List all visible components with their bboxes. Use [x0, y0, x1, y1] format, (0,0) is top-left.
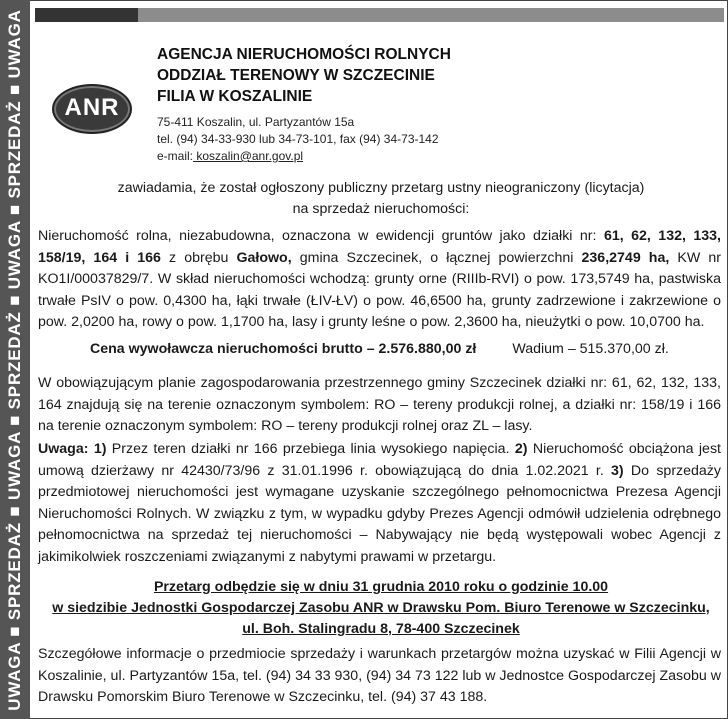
top-bar-dark	[35, 8, 138, 22]
anr-logo	[52, 84, 132, 134]
total-area: 236,2749 ha,	[581, 249, 670, 266]
address: 75-411 Koszalin, ul. Partyzantów 15a	[157, 115, 355, 129]
intro-line-2: na sprzedaż nieruchomości:	[292, 201, 470, 217]
plot-numbers: 61, 62, 132, 133, 158/19, 164 i 166	[38, 228, 721, 266]
email-label: e-mail:	[157, 149, 194, 163]
phones: tel. (94) 34-33-930 lub 34-73-101, fax (94) 34-73-142	[157, 132, 439, 146]
email-line	[157, 148, 439, 165]
further-information: Szczegółowe informacje o przedmiocie sprzedaży i warunkach przetargów można uzyskać w Filii Agencji w Koszalinie, ul. Partyzantów 15a, tel. (94) 34 33 930, (94) 34 73 122 lub w Jednostce Gospodarczej Zasobu w Drawsku Pomorskim Biuro Terenowe w Szczecinku, tel. (94) 37 43 188.	[38, 646, 721, 705]
intro-line-1: zawiadamia, że został ogłoszony publiczny przetarg ustny nieograniczony (licytacja)	[117, 180, 645, 196]
place-name: Gałowo,	[236, 249, 292, 266]
notes	[38, 439, 721, 568]
starting-price: Cena wywoławcza nieruchomości brutto – 2.576.880,00 zł	[90, 341, 477, 357]
auction-date: Przetarg odbędzie się w dniu 31 grudnia 2010 roku o godzinie 10.00	[153, 579, 609, 595]
notes-label: Uwaga:	[38, 441, 89, 457]
zoning-plan: W obowiązującym planie zagospodarowania przestrzennego gminy Szczecinek działki nr: 61, 62, 132, 133, 164 znajdują się na terenie oznaczonym symbolem: RO – tereny produkcji rolnej, a działki nr: 158/19 i 166 na terenie oznaczonym symbolem: RO – tereny produkcji rolnej oraz ZL – lasy.	[38, 375, 721, 434]
announcement-intro	[36, 178, 726, 220]
auction-address: ul. Boh. Stalingradu 8, 78-400 Szczecinek	[242, 621, 520, 637]
contact-block	[157, 114, 439, 165]
note-number: 1)	[93, 441, 107, 457]
desc-text: gmina Szczecinek, o łącznej powierzchni	[291, 249, 582, 266]
desc-text: KW nr KO1I/00037829/7. W skład nieruchomości wchodzą: grunty orne (RIIIb-RVI) o pow. 173,5749 ha, pastwiska trwałe PsIV o pow. 0,4300 ha, łąki trwałe (ŁIV-ŁV) o pow. 46,6500 ha, grunty zadrzewione i zakrzewione o pow. 2,0200 ha, rowy o pow. 1,1700 ha, lasy i grunty leśne o pow. 2,3600 ha, nieużytki o pow. 10,0700 ha.	[38, 249, 721, 330]
org-branch: ODDZIAŁ TERENOWY W SZCZECINIE	[157, 67, 435, 84]
org-office: FILIA W KOSZALINIE	[157, 88, 313, 105]
side-banner	[0, 0, 30, 719]
deposit: Wadium – 515.370,00 zł.	[512, 341, 669, 357]
top-bar	[138, 8, 724, 22]
side-banner-text: UWAGA ■ SPRZEDAŻ ■ UWAGA ■ SPRZEDAŻ ■ UWAGA ■ SPRZEDAŻ ■ UWAGA	[5, 9, 24, 711]
note-number: 2)	[514, 441, 528, 457]
note-text: Do sprzedaży przedmiotowej nieruchomości jest wymagane uzyskanie szczególnego pełnomocnictwa Prezesa Agencji Nieruchomości Rolnych. W związku z tym, w wypadku gdyby Prezes Agencji odmówił udzielenia odrębnego pełnomocnictwa na sprzedaż tej nieruchomości – Nabywający nie będą występowali wobec Agencji z jakimikolwiek roszczeniami związanymi z nabytymi prawami w przetargu.	[38, 462, 721, 565]
organization-header	[157, 44, 451, 107]
note-text: Nieruchomość obciążona jest umową dzierżawy nr 42430/73/96 z 31.01.1996 r. obowiązującą do dnia 1.02.2021 r.	[38, 441, 721, 479]
price-line	[90, 341, 669, 357]
auction-venue	[36, 577, 726, 640]
note-number: 3)	[611, 462, 624, 479]
auction-location: w siedzibie Jednostki Gospodarczej Zasobu ANR w Drawsku Pom. Biuro Terenowe w Szczecinku,	[52, 600, 710, 616]
property-description	[38, 226, 721, 334]
desc-text: Nieruchomość rolna, niezabudowna, oznaczona w ewidencji gruntów jako działki nr:	[38, 228, 604, 244]
email-link[interactable]: koszalin@anr.gov.pl	[193, 149, 304, 163]
logo-text: ANR	[64, 94, 120, 121]
note-text: Przez teren działki nr 166 przebiega linia wysokiego napięcia.	[106, 441, 515, 457]
desc-text: z obrębu	[160, 249, 237, 266]
org-name: AGENCJA NIERUCHOMOŚCI ROLNYCH	[157, 46, 451, 63]
